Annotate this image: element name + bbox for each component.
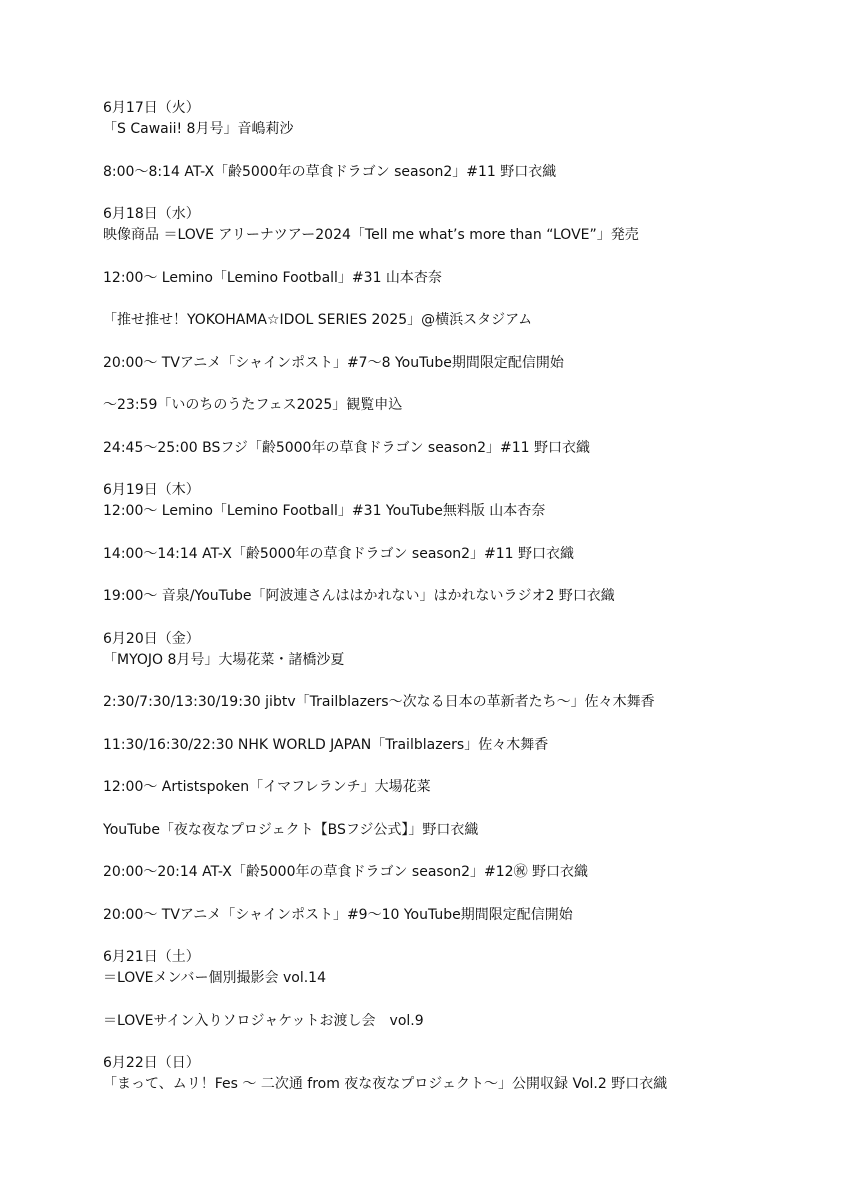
date-heading: 6月21日（土）: [103, 949, 200, 965]
date-heading: 6月19日（木）: [103, 482, 200, 498]
schedule-entry: 「まって、ムリ！Fes ～ 二次通 from 夜な夜なプロジェクト～」公開収録 Vol.2 野口衣織: [103, 1076, 668, 1092]
schedule-entry: YouTube「夜な夜なプロジェクト【BSフジ公式】」野口衣織: [103, 821, 479, 838]
schedule-entry: 「推せ推せ！YOKOHAMA☆IDOL SERIES 2025」@横浜スタジアム: [103, 312, 533, 328]
schedule-entry: ～23:59「いのちのうたフェス2025」観覧申込: [103, 397, 403, 413]
schedule-entry: 「MYOJO 8月号」大場花菜・諸橋沙夏: [103, 651, 345, 668]
schedule-entry: 20:00～ TVアニメ「シャインポスト」#7～8 YouTube期間限定配信開始: [103, 354, 564, 371]
schedule-entry: ＝LOVEサイン入りソロジャケットお渡し会 vol.9: [103, 1012, 424, 1029]
schedule-entry: 19:00～ 音泉/YouTube「阿波連さんははかれない」はかれないラジオ2 野口衣織: [103, 588, 615, 604]
schedule-document: [103, 98, 823, 1095]
schedule-entry: 24:45～25:00 BSフジ「齢5000年の草食ドラゴン season2」#11 野口衣織: [103, 439, 591, 456]
schedule-entry: 12:00～ Artistspoken「イマフレランチ」大場花菜: [103, 779, 431, 795]
schedule-entry: 11:30/16:30/22:30 NHK WORLD JAPAN「Trailblazers」佐々木舞香: [103, 736, 549, 753]
date-heading: 6月18日（水）: [103, 206, 200, 222]
schedule-entry: 12:00～ Lemino「Lemino Football」#31 YouTube無料版 山本杏奈: [103, 503, 546, 519]
schedule-entry: 2:30/7:30/13:30/19:30 jibtv「Trailblazers～次なる日本の革新者たち～」佐々木舞香: [103, 694, 655, 710]
schedule-entry: ＝LOVEメンバー個別撮影会 vol.14: [103, 970, 326, 986]
schedule-entry: 14:00～14:14 AT-X「齢5000年の草食ドラゴン season2」#11 野口衣織: [103, 545, 575, 562]
date-heading: 6月20日（金）: [103, 630, 200, 647]
schedule-entry: 20:00～ TVアニメ「シャインポスト」#9～10 YouTube期間限定配信開始: [103, 906, 573, 923]
schedule-entry: 12:00～ Lemino「Lemino Football」#31 山本杏奈: [103, 269, 442, 286]
schedule-entry: 8:00～8:14 AT-X「齢5000年の草食ドラゴン season2」#11 野口衣織: [103, 163, 557, 180]
schedule-entry: 映像商品 ＝LOVE アリーナツアー2024「Tell me what’s more than “LOVE”」発売: [103, 227, 639, 243]
date-heading: 6月22日（日）: [103, 1055, 200, 1071]
date-heading: 6月17日（火）: [103, 100, 200, 116]
schedule-entry: 「S Cawaii! 8月号」音嶋莉沙: [103, 121, 294, 137]
schedule-entry: 20:00～20:14 AT-X「齢5000年の草食ドラゴン season2」#12㊗ 野口衣織: [103, 864, 589, 880]
